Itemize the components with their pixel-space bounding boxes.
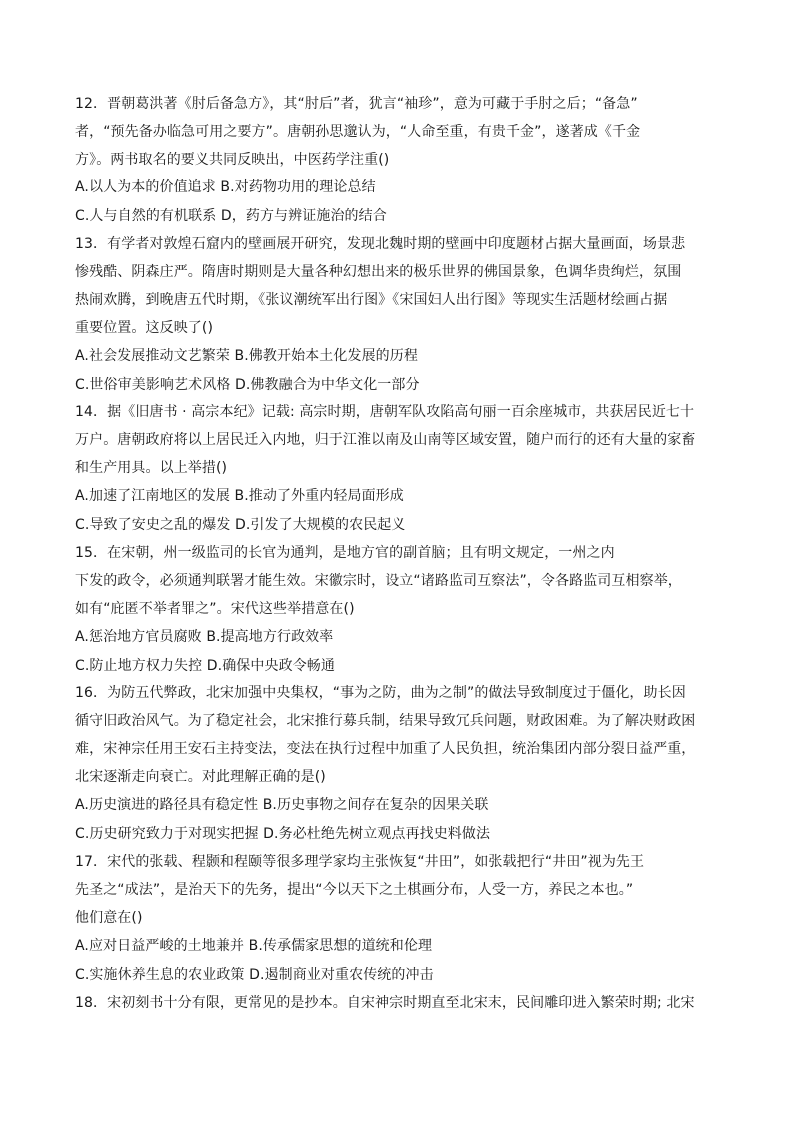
question-stem-line: 先圣之“成法”，是治天下的先务，提出“今以天下之土棋画分布，人受一方，养民之本也。”: [75, 882, 634, 898]
question-stem-line: 16．为防五代弊政，北宋加强中央集权，“事为之防，曲为之制”的做法导致制度过于僵化，助长因: [75, 685, 686, 701]
answer-options: C.历史研究致力于对现实把握 D.务必杜绝先树立观点再找史料做法: [75, 826, 491, 842]
answer-options: C.实施休养生息的农业政策 D.遏制商业对重农传统的冲击: [75, 967, 434, 983]
answer-options: A.社会发展推动文艺繁荣 B.佛教开始本土化发展的历程: [75, 348, 418, 364]
answer-options: C.人与自然的有机联系 D，药方与辨证施治的结合: [75, 208, 387, 224]
question-stem-line: 惨残酷、阴森庄严。隋唐时期则是大量各种幻想出来的极乐世界的佛国景象，色调华贵绚烂，氛围: [75, 264, 682, 280]
answer-options: A.加速了江南地区的发展 B.推动了外重内轻局面形成: [75, 488, 404, 504]
answer-options: C.世俗审美影响艺术风格 D.佛教融合为中华文化一部分: [75, 377, 420, 393]
question-stem-line: 方》。两书取名的要义共同反映出，中医药学注重(): [75, 152, 390, 168]
question-stem-line: 他们意在(): [75, 910, 143, 926]
question-stem-line: 重要位置。这反映了(): [75, 320, 214, 336]
question-stem-line: 15．在宋朝，州一级监司的长官为通判，是地方官的副首脑；且有明文规定，一州之内: [75, 545, 615, 561]
question-stem-line: 难，宋神宗任用王安石主持变法，变法在执行过程中加重了人民负担，统治集团内部分裂日益严重，: [75, 741, 696, 757]
question-stem-line: 万户。唐朝政府将以上居民迁入内地，归于江淮以南及山南等区域安置，随户而行的还有大量的家畜: [75, 432, 696, 448]
question-stem-line: 14．据《旧唐书 · 高宗本纪》记载: 高宗时期，唐朝军队攻陷高句丽一百余座城市，共获居民近七十: [75, 404, 695, 420]
answer-options: A.惩治地方官员腐败 B.提高地方行政效率: [75, 629, 334, 645]
question-stem-line: 热闹欢腾，到晚唐五代时期，《张议潮统军出行图》《宋国妇人出行图》等现实生活题材绘画占据: [75, 292, 668, 308]
question-stem-line: 和生产用具。以上举措(): [75, 460, 228, 476]
answer-options: A.应对日益严峻的土地兼并 B.传承儒家思想的道统和伦理: [75, 938, 433, 954]
answer-options: A.以人为本的价值追求 B.对药物功用的理论总结: [75, 179, 376, 195]
question-stem-line: 13．有学者对敦煌石窟内的壁画展开研究，发现北魏时期的壁画中印度题材占据大量画面，场景悲: [75, 236, 686, 252]
question-stem-line: 北宋逐渐走向衰亡。对此理解正确的是(): [75, 769, 326, 785]
question-stem-line: 12．晋朝葛洪著《肘后备急方》，其“肘后”者，犹言“袖珍”，意为可藏于手肘之后；“备急”: [75, 96, 638, 112]
question-stem-line: 如有“庇匿不举者罪之”。宋代这些举措意在(): [75, 601, 355, 617]
question-stem-line: 18．宋初刻书十分有限，更常见的是抄本。自宋神宗时期直至北宋末，民间雕印进入繁荣时期; 北宋: [75, 995, 695, 1011]
answer-options: C.导致了安史之乱的爆发 D.引发了大规模的农民起义: [75, 517, 406, 533]
answer-options: A.历史演进的路径具有稳定性 B.历史事物之间存在复杂的因果关联: [75, 797, 489, 813]
question-stem-line: 17．宋代的张载、程颢和程颐等很多理学家均主张恢复“井田”，如张载把行“井田”视为先王: [75, 854, 645, 870]
question-stem-line: 者，“预先备办临急可用之要方”。唐朝孙思邈认为，“人命至重，有贵千金”，遂著成《千金: [75, 124, 641, 140]
answer-options: C.防止地方权力失控 D.确保中央政令畅通: [75, 658, 336, 674]
question-stem-line: 循守旧政治风气。为了稳定社会，北宋推行募兵制，结果导致冗兵问题，财政困难。为了解决财政困: [75, 713, 696, 729]
question-stem-line: 下发的政令，必须通判联署才能生效。宋徽宗时，设立“诸路监司互察法”，令各路监司互相察举，: [75, 573, 682, 589]
